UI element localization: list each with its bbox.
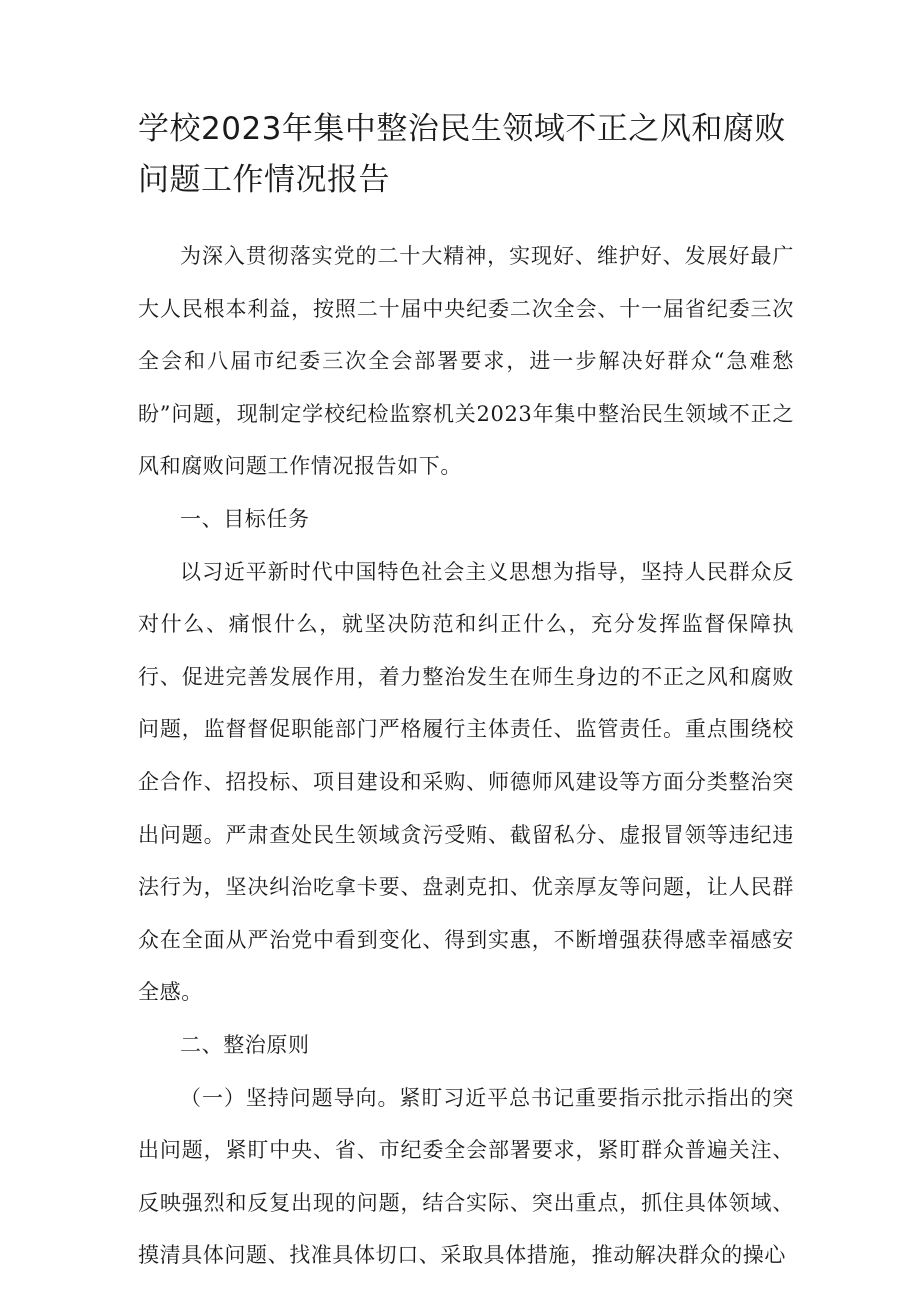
principle-item-1: （一）坚持问题导向。紧盯习近平总书记重要指示批示指出的突出问题，紧盯中央、省、市纪委全会部署要求，紧盯群众普遍关注、反映强烈和反复出现的问题，结合实际、突出重点，抓住具体领域、摸清具体问题、找准具体切口、采取具体措施，推动解决群众的操心 (138, 1085, 794, 1268)
intro-paragraph: 为深入贯彻落实党的二十大精神，实现好、维护好、发展好最广大人民根本利益，按照二十届中央纪委二次全会、十一届省纪委三次全会和八届市纪委三次全会部署要求，进一步解决好群众“急难愁盼”问题，现制定学校纪检监察机关2023年集中整治民生领域不正之风和腐败问题工作情况报告如下。 (138, 244, 794, 479)
section-heading-principles: 二、整治原则 (180, 1032, 310, 1057)
document-body (138, 230, 794, 1282)
section-heading-goals: 一、目标任务 (180, 506, 310, 531)
document-title: 学校2023年集中整治民生领域不正之风和腐败问题工作情况报告 (138, 111, 786, 198)
goals-paragraph: 以习近平新时代中国特色社会主义思想为指导，坚持人民群众反对什么、痛恨什么，就坚决防范和纠正什么，充分发挥监督保障执行、促进完善发展作用，着力整治发生在师生身边的不正之风和腐败问题，监督督促职能部门严格履行主体责任、监管责任。重点围绕校企合作、招投标、项目建设和采购、师德师风建设等方面分类整治突出问题。严肃查处民生领域贪污受贿、截留私分、虚报冒领等违纪违法行为，坚决纠治吃拿卡要、盘剥克扣、优亲厚友等问题，让人民群众在全面从严治党中看到变化、得到实惠，不断增强获得感幸福感安全感。 (138, 559, 794, 1005)
